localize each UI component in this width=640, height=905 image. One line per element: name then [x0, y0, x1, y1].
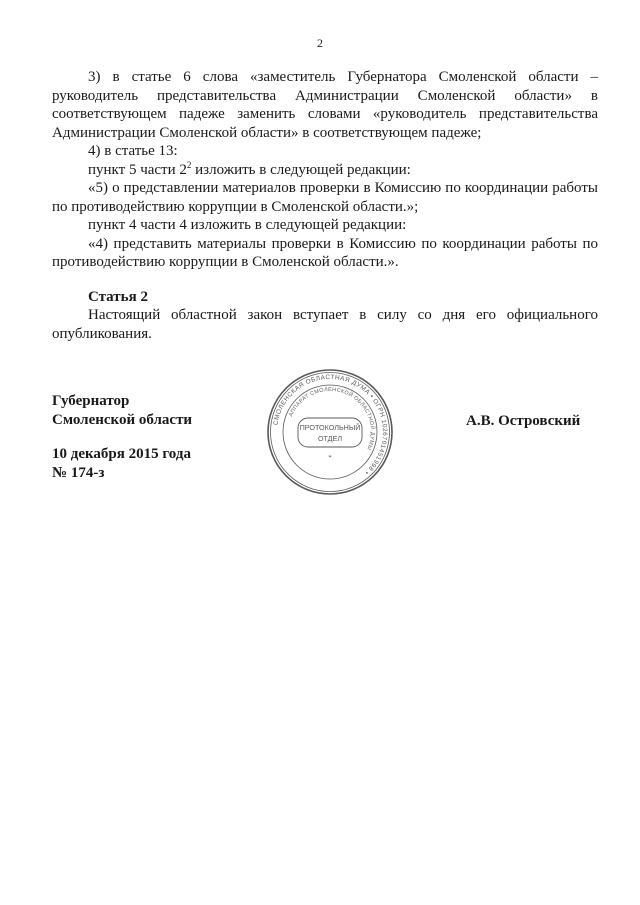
- article-2-text: Настоящий областной закон вступает в силу со дня его официального опубликования.: [52, 307, 598, 342]
- item-3-paragraph: 3) в статье 6 слова «заместитель Губернатора Смоленской области – руководитель представительства Администрации Смоленской области» в соответствующем падеже заменить словами «руководитель представительства Администрации Смоленской области» в соответствующем падеже;: [52, 69, 598, 141]
- governor-name: А.В. Островский: [466, 413, 581, 429]
- seal-inner-text: АППАРАТ СМОЛЕНСКОЙ ОБЛАСТНОЙ ДУМЫ: [288, 386, 376, 451]
- item-4-paragraph: 4) в статье 13:: [88, 143, 178, 159]
- seal-center-line2: ОТДЕЛ: [317, 434, 343, 443]
- point-5-intro-text: пункт 5 части 2: [88, 161, 187, 178]
- seal-outer-text: СМОЛЕНСКАЯ ОБЛАСТНАЯ ДУМА • ОГРН 1026701451998 •: [272, 373, 389, 477]
- point-4-text: «4) представить материалы проверки в Комиссию по координации работы по противодействию коррупции в Смоленской области.».: [52, 235, 598, 270]
- signatory-title-line1: Губернатор: [52, 393, 130, 409]
- point-4-intro: пункт 4 части 4 изложить в следующей редакции:: [88, 217, 407, 233]
- signatory-title: [52, 392, 192, 430]
- law-body: [52, 68, 598, 343]
- point-5-intro: [52, 161, 598, 180]
- article-2-heading: Статья 2: [88, 288, 148, 305]
- point-5-superscript: 2: [186, 159, 192, 170]
- law-number: № 174-з: [52, 465, 105, 481]
- page-number: 2: [317, 36, 323, 50]
- official-seal-stamp: [266, 368, 394, 496]
- law-date: 10 декабря 2015 года: [52, 446, 191, 462]
- seal-star-icon: *: [328, 454, 332, 462]
- seal-center-line1: ПРОТОКОЛЬНЫЙ: [299, 423, 361, 432]
- point-5-intro-tail: изложить в следующей редакции:: [191, 161, 411, 178]
- point-5-text: «5) о представлении материалов проверки в Комиссию по координации работы по противодействию коррупции в Смоленской области.»;: [52, 180, 598, 215]
- law-date-block: [52, 445, 191, 483]
- signatory-title-line2: Смоленской области: [52, 412, 193, 428]
